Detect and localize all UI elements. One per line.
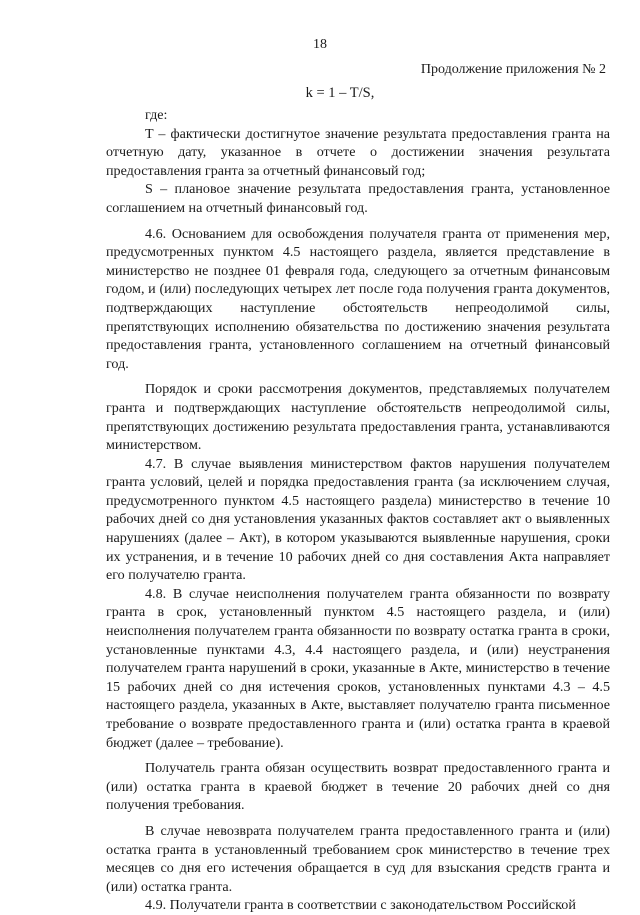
paragraph-non-return: В случае невозврата получателем гранта предоставленного гранта и (или) остатка гранта в установленный требованием срок министерство в течение трех месяцев со дня его истечения обращается в суд для взыскания средств гранта и (или) остатка гранта. [106,822,610,895]
paragraph-t-definition: T – фактически достигнутое значение результата предоставления гранта на отчетную дату, указанное в отчете о достижении значения результата предоставления гранта за отчетный финансовый год; [106,125,610,179]
paragraph-s-definition: S – плановое значение результата предоставления гранта, установленное соглашением на отчетный финансовый год. [106,181,610,216]
paragraph-4-9: 4.9. Получатели гранта в соответствии с законодательством Российской [145,897,576,914]
paragraph-4-8: 4.8. В случае неисполнения получателем гранта обязанности по возврату гранта в срок, установленный пунктом 4.5 настоящего раздела, и (или) неисполнения получателем гранта обязанности по возврату остатка гранта в сроки, установленные пунктами 4.3, 4.4 настоящего раздела, и (или) неустранения получателем гранта нарушений в сроки, указанные в Акте, министерство в течение 15 рабочих дней со дня истечения сроков, установленных пунктами 4.3 – 4.5 настоящего раздела, указанных в Акте, выставляет получателю гранта письменное требование о возврате предоставленного гранта и (или) остатка гранта в краевой бюджет (далее – требование). [106,585,610,751]
paragraph-where: где: [145,107,168,123]
page-number: 18 [313,37,327,52]
paragraph-4-7: 4.7. В случае выявления министерством фактов нарушения получателем гранта условий, целей и порядка предоставления гранта (за исключением случая, предусмотренного пунктом 4.5 настоящего раздела) министерство в течение 10 рабочих дней со дня установления указанных фактов составляет акт о выявленных нарушениях (далее – Акт), в котором указываются выявленные нарушения, сроки их устранения, и в течение 10 рабочих дней со дня составления Акта направляет его получателю гранта. [106,455,610,584]
formula: k = 1 – T/S, [305,85,375,101]
appendix-label: Продолжение приложения № 2 [420,62,606,77]
paragraph-4-6: 4.6. Основанием для освобождения получателя гранта от применения мер, предусмотренных пунктом 4.5 настоящего раздела, является представление в министерство не позднее 01 февраля года, следующего за отчетным финансовым годом, и (или) последующих четырех лет после года получения гранта документов, подтверждающих наступление обстоятельств непреодолимой силы, препятствующих исполнению обязательства по достижению значения результата предоставления гранта, установленного соглашением на отчетный финансовый год. [106,225,610,372]
body-text [106,106,610,915]
paragraph-procedure: Порядок и сроки рассмотрения документов, представляемых получателем гранта и подтверждающих наступление обстоятельств непреодолимой силы, препятствующих достижению результата предоставления гранта, устанавливаются министерством. [106,381,610,454]
paragraph-return-obligation: Получатель гранта обязан осуществить возврат предоставленного гранта и (или) остатка гранта в краевой бюджет в течение 20 рабочих дней со дня получения требования. [106,760,610,814]
